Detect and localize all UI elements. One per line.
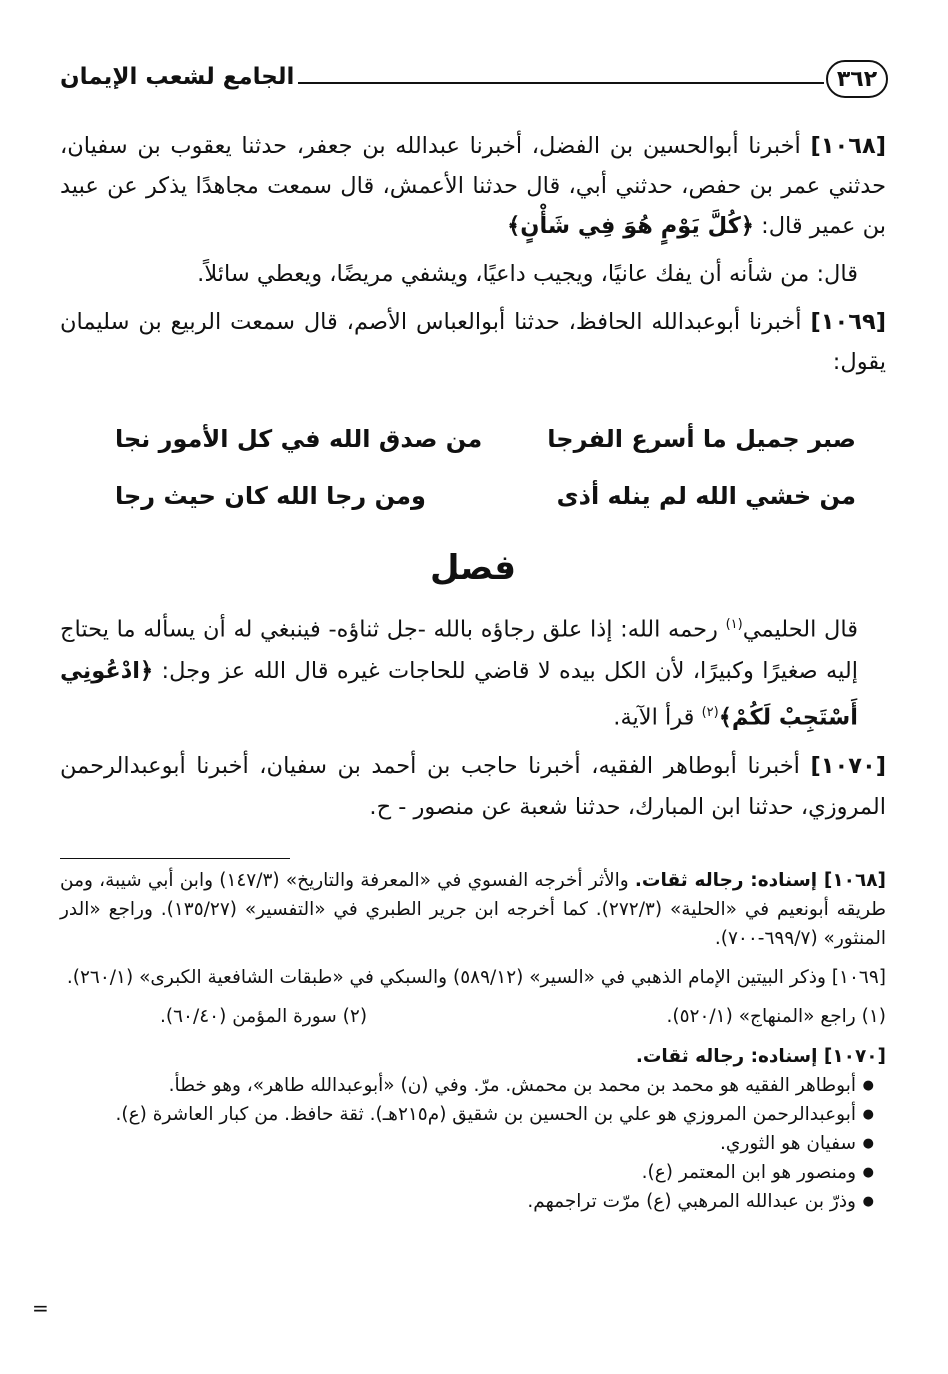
main-text-1 (60, 126, 886, 382)
hadith-text: أخبرنا أبوعبدالله الحافظ، حدثنا أبوالعباس الأصم، قال سمعت الربيع بن سليمان يقول: (60, 309, 886, 375)
footnote-separator (60, 858, 290, 859)
book-page (60, 0, 886, 1374)
narrator-list (60, 1071, 886, 1216)
fasl-end: قرأ الآية. (613, 704, 702, 730)
list-item: ● سفيان هو الثوري. (60, 1129, 872, 1158)
hadith-1070 (60, 746, 886, 828)
footnote-pair (60, 1002, 886, 1032)
footnote-2: (٢) سورة المؤمن (٦٠/٤٠). (160, 1006, 368, 1027)
hadith-number: [١٠٦٩] (810, 309, 886, 335)
footnote-ref: (٢) (701, 704, 719, 720)
continuation-mark: = (32, 1296, 49, 1320)
list-item: ● ومنصور هو ابن المعتمر (ع). (60, 1158, 872, 1187)
running-title: الجامع لشعب الإيمان (60, 64, 295, 90)
main-text-2 (60, 604, 886, 828)
footnote-1: (١) راجع «المنهاج» (٥٢٠/١). (666, 1006, 886, 1027)
hadith-number: [١٠٦٨] (810, 133, 886, 159)
list-item: ● أبوعبدالرحمن المروزي هو علي بن الحسين بن شقيق (م٢١٥هـ). ثقة حافظ. من كبار العاشرة (ع). (60, 1100, 872, 1129)
footnote-1070: [١٠٧٠] إسناده: رجاله ثقات. (635, 1046, 886, 1067)
fasl-paragraph (60, 604, 886, 738)
footnotes (60, 866, 886, 1216)
hadith-1069 (60, 302, 886, 382)
hadith-1068-commentary: قال: من شأنه أن يفك عانيًا، ويجيب داعيًا، ويشفي مريضًا، ويعطي سائلاً. (197, 261, 858, 287)
verse-hemistich: من صدق الله في كل الأمور نجا (115, 425, 483, 453)
hadith-1068 (60, 126, 886, 246)
verse-hemistich: ومن رجا الله كان حيث رجا (115, 482, 426, 510)
fasl-intro: قال الحليمي (742, 616, 858, 643)
page-header (60, 58, 886, 102)
hadith-number: [١٠٧٠] (810, 753, 886, 779)
hadith-text: أخبرنا أبوالحسين بن الفضل، أخبرنا عبدالله بن جعفر، حدثنا يعقوب بن سفيان، حدثني عمر بن حفص، حدثني أبي، قال حدثنا الأعمش، قال سمعت مجاهدًا يذكر عن عبيد بن عمير قال: (60, 133, 886, 239)
footnote-label: [١٠٦٨] إسناده: رجاله ثقات. (634, 870, 886, 891)
verse-hemistich: من خشي الله لم ينله أذى (556, 482, 856, 510)
verse-hemistich: صبر جميل ما أسرع الفرجا (547, 425, 856, 453)
footnote-1068 (60, 866, 886, 953)
hadith-text: أخبرنا أبوطاهر الفقيه، أخبرنا حاجب بن أحمد بن سفيان، أخبرنا أبوعبدالرحمن المروزي، حدثنا ابن المبارك، حدثنا شعبة عن منصور - ح. (60, 753, 886, 820)
quran-verse: ﴿ادْعُونِي أَسْتَجِبْ لَكُمْ﴾ (60, 657, 858, 730)
header-rule (298, 82, 824, 84)
page-number: ٣٦٢ (826, 60, 888, 98)
footnote-ref: (١) (725, 617, 743, 632)
section-title: فصل (429, 548, 517, 588)
footnote-1069: [١٠٦٩] وذكر البيتين الإمام الذهبي في «السير» (٥٨٩/١٢) والسبكي في «طبقات الشافعية الكبرى» (٢٦٠/١). (66, 967, 886, 988)
fasl-text: رحمه الله: إذا علق رجاؤه بالله -جل ثناؤه- فينبغي له أن يسأله ما يحتاج إليه صغيرًا وكبيرًا، لأن الكل بيده لا قاضي للحاجات غيره قال الله عز وجل: (60, 616, 858, 684)
list-item: ● أبوطاهر الفقيه هو محمد بن محمد بن محمش. مرّ. وفي (ن) «أبوعبدالله طاهر»، وهو خطأ. (60, 1071, 872, 1100)
footnote-text: والأثر أخرجه الفسوي في «المعرفة والتاريخ» (١٤٧/٣) وابن أبي شيبة، ومن طريقه أبونعيم في «الحلية» (٢٧٢/٣). كما أخرجه ابن جرير الطبري في «التفسير» (١٣٥/٢٧). وراجع «الدر المنثور» (٦٩٩/٧-٧٠٠). (60, 870, 886, 949)
quran-verse: ﴿كُلَّ يَوْمٍ هُوَ فِي شَأْنٍ﴾ (507, 213, 754, 239)
list-item: ● وذرّ بن عبدالله المرهبي (ع) مرّت تراجمهم. (60, 1187, 872, 1216)
